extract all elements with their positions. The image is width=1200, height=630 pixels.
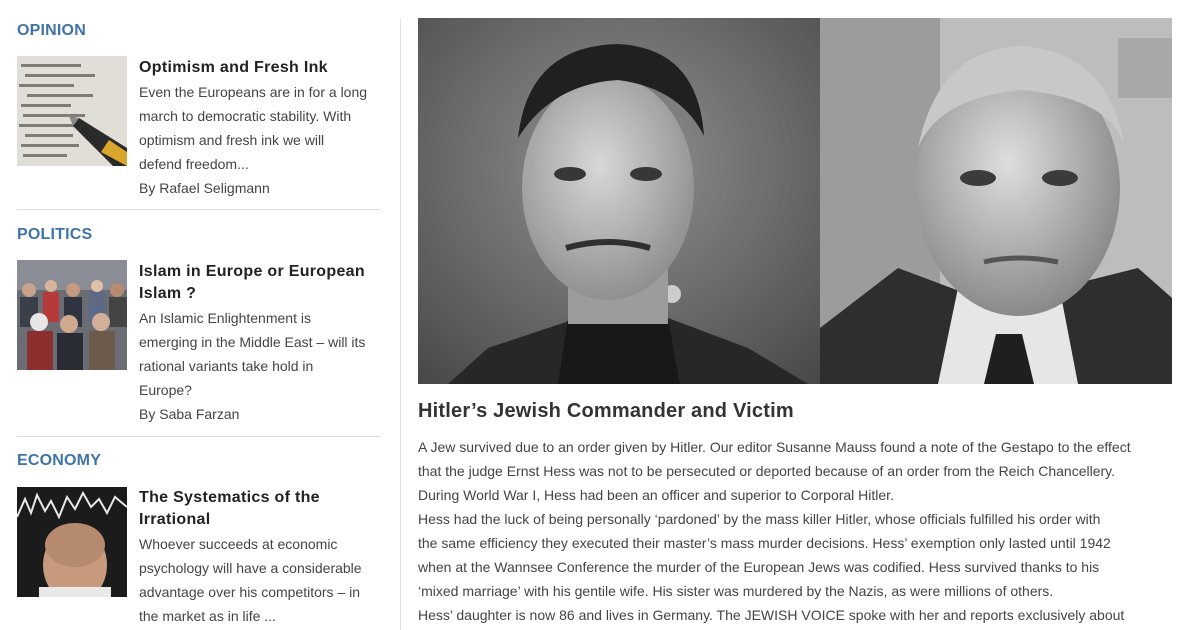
article-excerpt — [139, 80, 383, 176]
article-title[interactable] — [139, 487, 383, 531]
feature-title-link[interactable]: Hitler’s Jewish Commander and Victim — [418, 400, 794, 422]
excerpt-line: rational variants take hold in — [139, 358, 314, 374]
excerpt-line: march to democratic stability. With — [139, 108, 352, 124]
pen-writing-thumbnail[interactable] — [17, 56, 127, 166]
body-line: Hess had the luck of being personally ‘pardoned’ by the mass killer Hitler, whose officials fulfilled his order with — [418, 511, 1101, 527]
feature-title[interactable] — [418, 400, 794, 423]
section-heading-link[interactable]: OPINION — [17, 22, 86, 39]
body-line: the same efficiency they executed their master’s mass murder decisions. Hess’ exemption only lasted until 1942 — [418, 535, 1111, 551]
sidebar — [17, 0, 381, 630]
elderly-man-portrait — [820, 18, 1172, 384]
economy-article — [139, 487, 383, 628]
excerpt-line: the market as in life ... — [139, 608, 276, 624]
article-excerpt — [139, 532, 383, 628]
body-line: A Jew survived due to an order given by Hitler. Our editor Susanne Mauss found a note of the Gestapo to the effect — [418, 439, 1131, 455]
article-excerpt — [139, 306, 383, 402]
body-line: that the judge Ernst Hess was not to be persecuted or deported because of an order from the Reich Chancellery. — [418, 463, 1116, 479]
article-title-line[interactable]: Islam ? — [139, 285, 197, 302]
trader-chart-thumbnail[interactable] — [17, 487, 127, 597]
excerpt-line: optimism and fresh ink we will — [139, 132, 325, 148]
feature-body — [418, 435, 1178, 627]
article-byline: By Rafael Seligmann — [139, 180, 270, 196]
excerpt-line: Whoever succeeds at economic — [139, 536, 338, 552]
excerpt-line: Even the Europeans are in for a long — [139, 84, 368, 100]
body-line: During World War I, Hess had been an officer and superior to Corporal Hitler. — [418, 487, 894, 503]
excerpt-line: emerging in the Middle East – will its — [139, 334, 366, 350]
body-line: ‘mixed marriage’ with his gentile wife. His sister was murdered by the Nazis, as were millions of others. — [418, 583, 1054, 599]
section-heading-link[interactable]: POLITICS — [17, 226, 93, 243]
excerpt-line: An Islamic Enlightenment is — [139, 310, 311, 326]
section-separator — [17, 436, 381, 437]
article-byline: By Saba Farzan — [139, 406, 240, 422]
body-line: Hess’ daughter is now 86 and lives in Germany. The JEWISH VOICE spoke with her and reports exclusively about — [418, 607, 1125, 623]
excerpt-line: Europe? — [139, 382, 192, 398]
excerpt-line: advantage over his competitors – in — [139, 584, 361, 600]
body-line: when at the Wannsee Conference the murder of the European Jews was codified. Hess survived thanks to his — [418, 559, 1100, 575]
article-title[interactable] — [139, 57, 383, 79]
section-heading-link[interactable]: ECONOMY — [17, 452, 102, 469]
crowd-thumbnail[interactable] — [17, 260, 127, 370]
politics-article — [139, 261, 383, 426]
portrait-photos[interactable] — [418, 18, 1172, 384]
column-divider — [400, 18, 401, 630]
article-title-line[interactable]: The Systematics of the — [139, 489, 320, 506]
article-title-link[interactable]: Optimism and Fresh Ink — [139, 59, 328, 76]
excerpt-line: psychology will have a considerable — [139, 560, 362, 576]
section-heading-economy[interactable] — [17, 452, 101, 470]
section-heading-politics[interactable] — [17, 226, 92, 244]
article-title-line[interactable]: Islam in Europe or European — [139, 263, 365, 280]
opinion-article — [139, 57, 383, 200]
officer-portrait — [418, 18, 820, 384]
section-heading-opinion[interactable] — [17, 22, 86, 40]
excerpt-line: defend freedom... — [139, 156, 249, 172]
article-title-line[interactable]: Irrational — [139, 511, 211, 528]
article-title[interactable] — [139, 261, 383, 305]
section-separator — [17, 209, 381, 210]
